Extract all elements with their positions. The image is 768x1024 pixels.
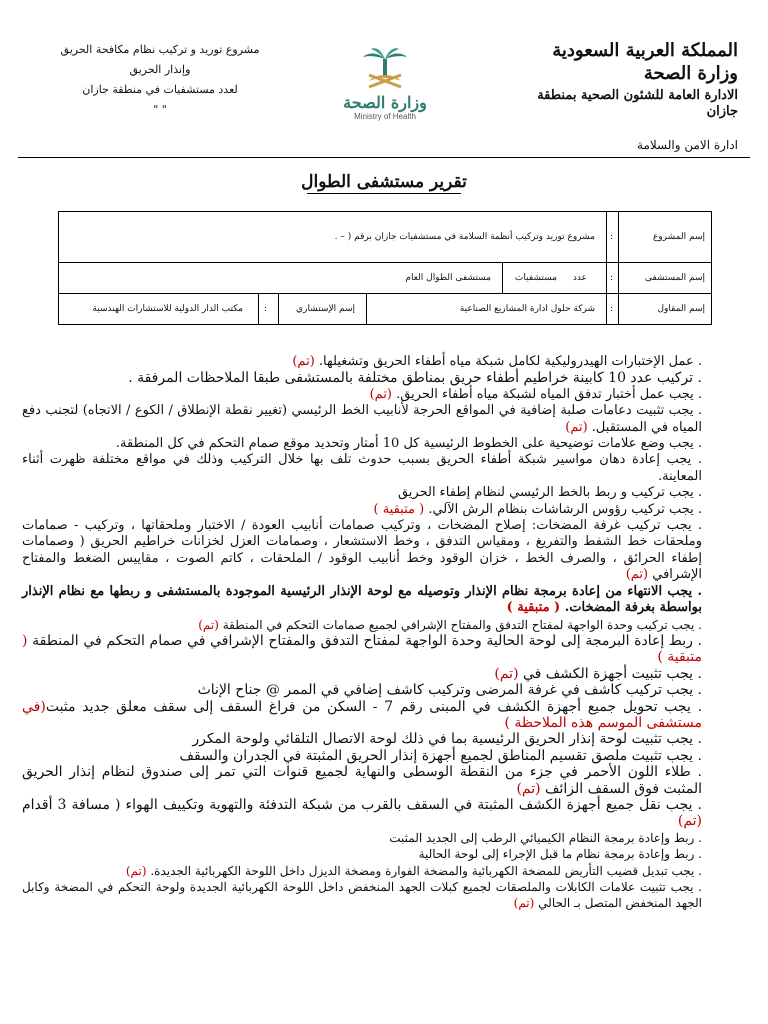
title-underline [307, 193, 461, 194]
list-item: . يجب تثبيت ملصق تقسيم المناطق لجميع أجهزة إنذار الحريق المثبتة في الجدران والسقف [179, 747, 702, 764]
list-item: . يجب تثبيت أجهزة الكشف في (تم) [494, 665, 702, 682]
list-item: . يجب تبديل قضيب التأريض للمضخة الكهربائية والمضخة الفوارة ومضخة الديزل داخل اللوحة الكهربائية الجديدة. (تم) [125, 863, 702, 878]
letterhead-left [60, 40, 260, 120]
list-item: . تركيب عدد 10 كابينة خراطيم أطفاء حريق بمناطق مختلفة بالمستشفى طبقا الملاحظات المرفقة . [128, 370, 702, 387]
consultant-value: مكتب الدار الدولية للاستشارات الهندسية [92, 304, 243, 314]
list-item: . يجب تحويل جميع أجهزة الكشف في المبنى رقم 7 - السكن من فراغ السقف إلى سقف معلق جديد مثبت(في مستشفى الموسم هذه الملاحظة ) [22, 698, 703, 731]
list-item: . يجب تركيب وحدة الواجهة لمفتاح التدفق والمفتاح الإشرافي لجميع صمامات التحكم في المنطقة (تم) [198, 617, 702, 632]
list-item: . يجب نقل جميع أجهزة الكشف المثبتة في السقف بالقرب من شبكة التدفئة والتهوية وتكييف الهواء ( مسافة 3 أقدام (تم) [22, 796, 702, 830]
project-line-3: لعدد مستشفيات في منطقة جازان [82, 83, 238, 96]
list-item: . يجب عمل أختبار تدفق المياه لشبكة مياه أطفاء الحريق. (تم) [369, 386, 702, 402]
colon: : [609, 232, 613, 242]
list-item: . ربط وإعادة برمجة نظام ما قبل الإجراء إلى لوحة الحالية [418, 847, 702, 862]
report-body [22, 354, 702, 912]
list-item: . عمل الإختبارات الهيدروليكية لكامل شبكة مياه أطفاء الحريق وتشغيلها. (تم) [292, 354, 702, 369]
consultant-label: إسم الإستشاري [296, 304, 355, 314]
colon: : [263, 304, 267, 314]
project-value: مشروع توريد وتركيب أنظمة السلامة في مستشفيات جازان برقم ( – . [334, 232, 595, 242]
info-row-hospital [59, 263, 711, 294]
list-item: . يجب وضع علامات توضيحية على الخطوط الرئيسية كل 10 أمتار وتحديد موقع صمام التحكم في كل المنطقة. [115, 436, 702, 452]
colon: : [609, 273, 613, 283]
col-separator [366, 294, 367, 324]
header-divider [18, 157, 750, 158]
list-item: . يجب تركيب رؤوس الرشاشات بنظام الرش الآلي. ( متبقية ) [373, 501, 702, 517]
info-row-contractor [59, 294, 711, 324]
list-item: . طلاء اللون الأحمر في جزء من النقطة الوسطى والنهاية لجميع قنوات التي تمر إلى صندوق لنظام إنذار الحريق المثبت فوق السقف الزائف (تم) [22, 764, 702, 797]
count-label: عدد [572, 273, 587, 283]
list-item: . ربط وإعادة برمجة النظام الكيميائي الرطب إلى الجديد المثبت [389, 830, 702, 845]
info-row-project [59, 212, 711, 263]
list-item: . يجب تركيب غرفة المضخات: إصلاح المضخات ، وتركيب صمامات أنابيب العودة / الاختبار وملحقاتها ، وتركيب - صمامات وملحقات خط الشفط والتفريغ ، ومقياس التدفق ، وخط الاستشعار ، وصمامات العزل لخزانات خراطيم الحريق ( وصمامات إطفاء الحرائق ، والصرف الخط ، خزان الوقود وخط أنابيب الوقود / الملحقات ، كاتم الصوت ، مقاييس الضغط والمفتاح الإشرافي (تم) [22, 518, 702, 583]
project-info-table [58, 211, 712, 325]
contractor-label: إسم المقاول [657, 304, 705, 314]
colon: : [609, 304, 613, 314]
list-item: . يجب الانتهاء من إعادة برمجة نظام الإنذار وتوصيله مع لوحة الإنذار الرئيسية الموجودة بالمستشفى و ربطها مع نظام الإنذار بواسطة بغرفة المضخات. ( متبقية ) [22, 583, 702, 616]
contractor-value: شركة حلول ادارة المشاريع الصناعية [459, 304, 595, 314]
list-item: . يجب تثبيت دعامات صلبة إضافية في المواقع الحرجة لأنابيب الخط الرئيسي (تغيير نقطة الإنطلاق / الكوع / الاتجاه) لتجنب دفع المياه في المستقبل. (تم) [22, 403, 702, 435]
hospital-label: إسم المستشفى [644, 273, 705, 283]
list-item: . يجب تركيب كاشف في غرفة المرضى وتركيب كاشف إضافي في الممر @ جناح الإناث [197, 682, 702, 699]
project-label: إسم المشروع [652, 232, 705, 242]
hospital-value: مستشفى الطوال العام [405, 273, 491, 283]
project-line-4: " " [153, 103, 167, 116]
kingdom-name: المملكة العربية السعودية [552, 40, 738, 61]
palm-logo-icon [355, 45, 415, 93]
list-item: . يجب تركيب و ربط بالخط الرئيسي لنظام إطفاء الحريق [397, 485, 702, 501]
logo-arabic-text: وزارة الصحة [343, 93, 427, 112]
col-separator [606, 212, 607, 324]
project-line-2: وإنذار الحريق [129, 63, 191, 76]
ministry-name: وزارة الصحة [643, 63, 738, 84]
list-item: . يجب تثبيت علامات الكابلات والملصقات لجميع كبلات الجهد المنخفض داخل اللوحة الكهربائية الجديدة ولوحة التحكم في المضخة وكابل الجهد المنخفض المتصل بـ الحالي (تم) [22, 880, 702, 911]
logo-english-text: Ministry of Health [354, 112, 416, 121]
col-separator [618, 212, 619, 324]
list-item: . ربط إعادة البرمجة إلى لوحة الحالية وحدة الواجهة لمفتاح التدفق والمفتاح الإشرافي في صمام التحكم في المنطقة ( متبقية ) [22, 632, 702, 666]
department-name: ادارة الامن والسلامة [637, 138, 738, 152]
list-item: . يجب تثبيت لوحة إنذار الحريق الرئيسية بما في ذلك لوحة الاتصال التلقائي ولوحة المكرر [192, 731, 702, 748]
letterhead-right [508, 40, 738, 152]
col-separator [502, 263, 503, 293]
col-separator [278, 294, 279, 324]
report-title: تقرير مستشفى الطوال [301, 172, 467, 192]
project-line-1: مشروع توريد و تركيب نظام مكافحة الحريق [60, 43, 260, 56]
directorate-name: الادارة العامة للشئون الصحية بمنطقة جازان [537, 88, 738, 119]
hospitals-word: مستشفيات [514, 273, 557, 283]
list-item: . يجب إعادة دهان مواسير شبكة أطفاء الحريق بسبب حدوث تلف بها خلال التركيب وذلك في مواقع مختلفة ظهرت أثناء المعاينة. [22, 452, 703, 484]
col-separator [258, 294, 259, 324]
ministry-logo [335, 45, 435, 125]
